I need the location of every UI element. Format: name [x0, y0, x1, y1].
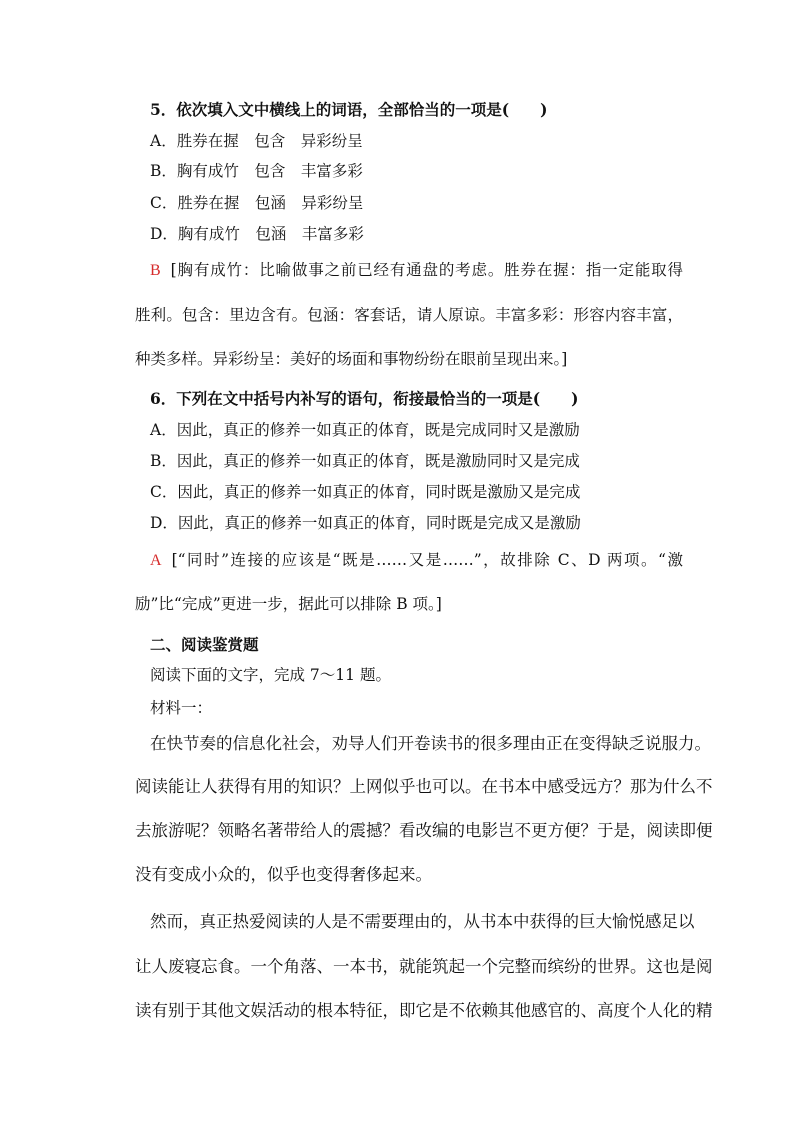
q6-option-b: B．因此，真正的修养一如真正的体育，既是激励同时又是完成 — [150, 452, 580, 470]
paragraph-2-line-3: 读有别于其他文娱活动的根本特征，即它是不依赖其他感官的、高度个人化的精 — [135, 1001, 713, 1020]
q5-explanation-line-1 — [150, 260, 683, 281]
q6-option-c: C．因此，真正的修养一如真正的体育，同时既是激励又是完成 — [150, 483, 581, 501]
q6-option-a: A．因此，真正的修养一如真正的体育，既是完成同时又是激励 — [150, 421, 580, 439]
q5-option-c: C．胜券在握 包涵 异彩纷呈 — [150, 194, 364, 212]
q5-option-d: D．胸有成竹 包涵 丰富多彩 — [150, 225, 364, 243]
paragraph-1-line-1: 在快节奏的信息化社会，劝导人们开卷读书的很多理由正在变得缺乏说服力。 — [150, 734, 711, 753]
material-label: 材料一： — [150, 699, 213, 717]
q6-stem: 6．下列在文中括号内补写的语句，衔接最恰当的一项是( ) — [150, 389, 579, 408]
q6-answer-letter: A — [150, 552, 162, 569]
q5-stem: 5．依次填入文中横线上的词语，全部恰当的一项是( ) — [150, 100, 548, 119]
q6-option-d: D．因此，真正的修养一如真正的体育，同时既是完成又是激励 — [150, 514, 581, 532]
q5-explanation-line-3: 种类多样。异彩纷呈：美好的场面和事物纷纷在眼前呈现出来。] — [135, 350, 568, 368]
paragraph-1-line-4: 没有变成小众的，似乎也变得奢侈起来。 — [135, 865, 432, 884]
q6-explanation-line-1 — [150, 550, 683, 571]
paragraph-1-line-2: 阅读能让人获得有用的知识？上网似乎也可以。在书本中感受远方？那为什么不 — [135, 777, 713, 796]
q5-option-b: B．胸有成竹 包含 丰富多彩 — [150, 162, 363, 180]
paragraph-2-line-1: 然而，真正热爱阅读的人是不需要理由的，从书本中获得的巨大愉悦感足以 — [150, 912, 695, 931]
paragraph-2-line-2: 让人废寝忘食。一个角落、一本书，就能筑起一个完整而缤纷的世界。这也是阅 — [135, 957, 713, 976]
q6-explanation-text-1: [“同时”连接的应该是“既是……又是……”，故排除 C、D 两项。“激 — [171, 551, 683, 569]
q5-explanation-text-1: [胸有成竹：比喻做事之前已经有通盘的考虑。胜券在握：指一定能取得 — [170, 261, 683, 279]
q6-explanation-line-2: 励”比“完成”更进一步，据此可以排除 B 项。] — [135, 595, 442, 613]
paragraph-1-line-3: 去旅游呢？领略名著带给人的震撼？看改编的电影岂不更方便？于是，阅读即便 — [135, 821, 713, 840]
q5-option-a: A．胜券在握 包含 异彩纷呈 — [150, 132, 363, 150]
reading-instruction: 阅读下面的文字，完成 7～11 题。 — [150, 666, 391, 684]
q5-explanation-line-2: 胜利。包含：里边含有。包涵：客套话，请人原谅。丰富多彩：形容内容丰富， — [135, 306, 683, 324]
section-heading: 二、阅读鉴赏题 — [150, 635, 259, 654]
q5-answer-letter: B — [150, 262, 161, 279]
